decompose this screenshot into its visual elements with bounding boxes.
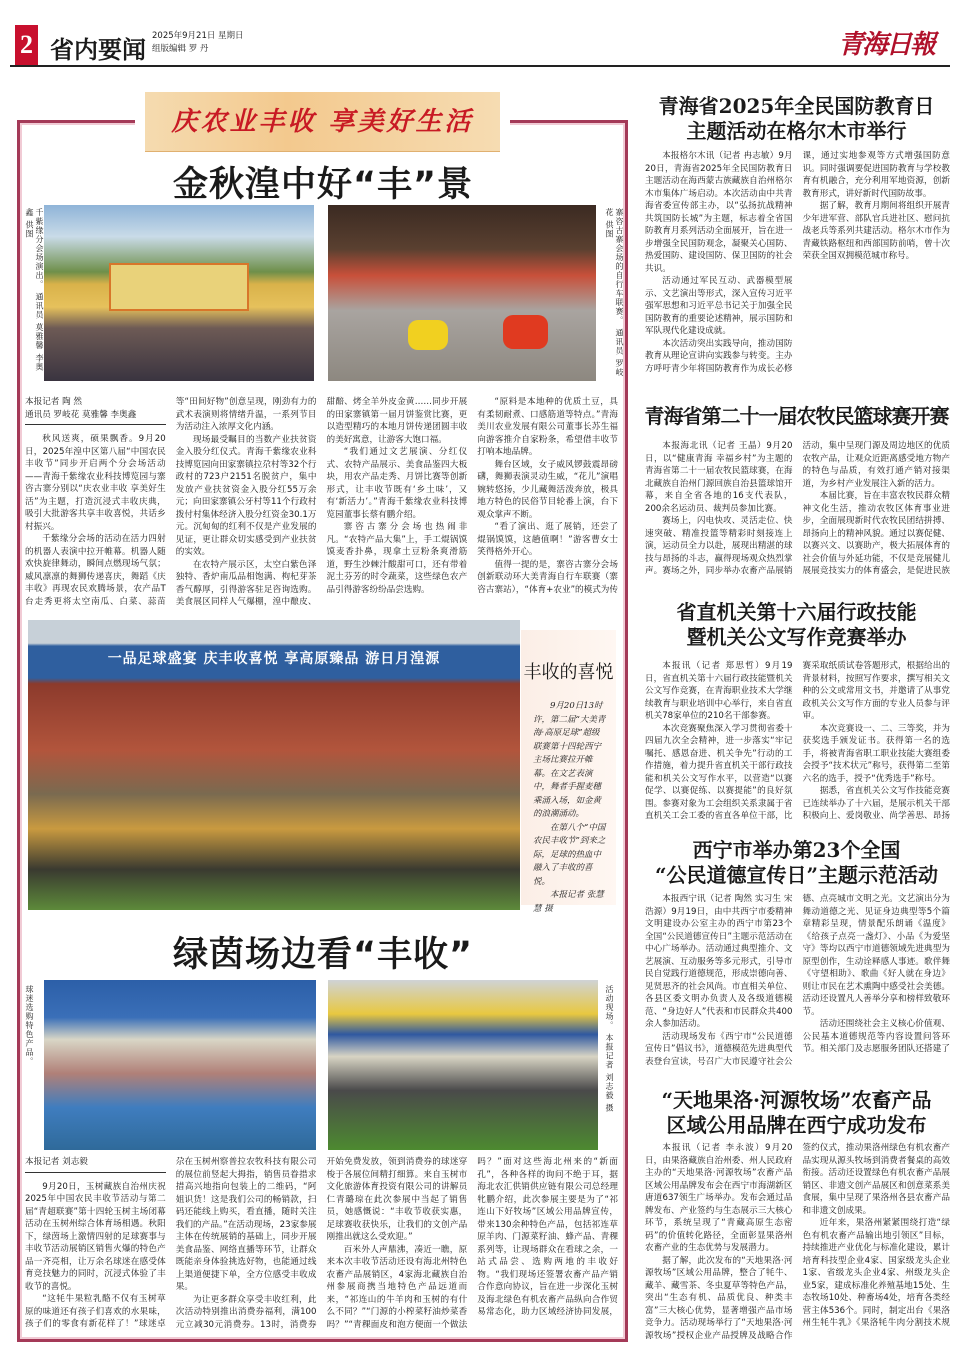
festival-booth-photo [328, 980, 598, 1150]
photo-caption: 千紫缘分会场演出。 通讯员 莫雅馨 李奥鑫 供图 [25, 208, 44, 372]
paragraph: 舞台区域，女子威风锣鼓震昂磅礴，舞狮表演灵动生威，“花儿”演唱婉转悠扬，少儿藏舞活泼奔放，极具地方特色的民俗节目轮番上演，台下观众掌声不断。 [477, 459, 618, 520]
sidebar-box [521, 630, 616, 914]
article-body [645, 440, 950, 588]
photo-caption: 寨咨古寨会场的自行车联赛。 通讯员 罗岐花 供图 [605, 208, 624, 378]
paragraph: “这牦牛果粒乳酪不仅有玉树草原的味道还有孩子们喜欢的水果味，孩子们的零食有新花样了！”球迷卓尕在玉树州察普拉农牧科技有限公司的展位前竖起大拇指，销售员眷措求措高兴地指向包装上的二维码，“阿姐识货！这是我们公司的畅销款，扫码还能线上购买，看直播，随时关注我们的产品。”在活动现场，23家参展主体在传统展销的基础上，同步开展美食品鉴、网络直播等环节，让群众既能亲身体验挑选好物，也能通过线上渠道便捷下单，全方位感受丰收成果。 [25, 1157, 317, 1329]
stage-performance-photo [44, 205, 314, 381]
top-article-body [25, 396, 618, 618]
paragraph: 本报格尔木讯（记者 冉志敏）9月20日，青海省2025年全民国防教育日主题活动在海西蒙古族藏族自治州格尔木市集体广场启动。本次活动由中共青海省委宣传部主办，以“弘扬抗战精神 共筑国防长城”为主题，标志着全省国防教育月系列活动全面展开，旨在进一步增强全民国防观念，凝聚关心国防、热爱国防、建设国防、保卫国防的社会共识。 [645, 151, 793, 274]
issue-date: 2025年9月21日 星期日 [152, 31, 244, 41]
paragraph: “我们通过文艺展演、分红仪式、农特产品展示、美食品鉴四大板块，用农产品走秀、月饼比赛等创新形式，让丰收节既有‘乡土味’，又有‘新活力’。”青海千紫缘农业科技博览园董事长蔡有鹏介绍。 [326, 447, 468, 520]
byline [25, 396, 166, 425]
paragraph: 为让更多群众享受丰收红利，此次活动特别推出消费券福利，满100元立减30元消费券。13时，消费券开始免费发放，领到消费券的球迷穿梭于各展位间精打细算。来自玉树市文化旅游体育投资有限公司的讲解员仁青璐琼在此次参展中当起了销售员，她感慨说：“丰收节收获实惠，足球赛收获快乐，让我们的文创产品刚推出就这么受欢迎。” [175, 1157, 468, 1330]
article-body [645, 893, 950, 1079]
paragraph: 本报西宁讯（记者 陶然 实习生 宋浩源）9月19日，由中共西宁市委精神文明建设办公室主办的西宁市第23个全国“公民道德宣传日”主题示范活动在中心广场举办。活动通过典型推介、文艺展演、互动服务等多元形式，引导市民自觉践行道德规范，形成崇德向善、见贤思齐的社会风尚。市直相关单位、各县区委文明办负责人及各级道德模范、“身边好人”代表和市民群众共400余人参加活动。 [645, 894, 793, 1029]
paragraph: 在农特产展示区，太空白紫色泽独特、香炉南瓜品相饱满、枸杞芽茶香气醇厚，引得游客驻足咨询选购。美食展区同样人气爆棚，湟中酿皮、甜醅、烤全羊外皮金黄……同步开展的田家寨镇第一届月饼鉴赏比赛，更以造型精巧的本地月饼传递团圆丰收的美好寓意，让游客大饱口福。 [175, 397, 468, 607]
paragraph: 据了解，教育月期间将组织开展青少年进军营、部队官兵进社区、慰问抗战老兵等系列共建活动。格尔木市作为青藏铁路枢纽和西部国防前哨，曾十次荣获全国双拥模范城市称号。 [802, 201, 950, 261]
paragraph: 本次活动突出实践导向，推动国防教育从理论宣讲向实践参与转变。主办方呼吁青少年将国防教育作为成长必修课，通过实地参观等方式增强国防意识。同时强调要促进国防教育与学校教育有机融合，充分利用军地资源，创新教育形式，讲好新时代国防故事。 [645, 151, 950, 374]
paragraph: 赛场上，闪电快攻、灵活走位、快速突破、精准投篮等精彩时刻接连上演，运动员全力以赴，展现出精湛的球技与昂扬的斗志，赢得现场观众热烈掌声。赛场之外，同步举办农畜产品展销活动，集中呈现门源及周边地区的优质农牧产品，让观众近距离感受地方物产的特色与品质，有效打通产销对接渠道，为乡村产业发展注入新的活力。 [645, 441, 950, 576]
byline-correspondents: 通讯员 罗岐花 莫雅馨 李奥鑫 [25, 409, 137, 420]
paragraph: 近年来，果洛州紧紧围绕打造“绿色有机农畜产品输出地引领区”目标，持续推进产业优化与标准化建设，累计培育科技型企业4家、国家级龙头企业1家、省级龙头企业4家、州级龙头企业5家，建成标准化养殖基地15处、生态牧场10处、种畜场4处，培育各类经营主体536个。同时，制定出台《果洛州生牦牛乳》《果洛牦牛肉分割技术规 [802, 1218, 950, 1328]
paragraph: “看了演出、逛了展销，还尝了焜锅馍馍，这趟值啊！”游客曹女士笑得格外开心。 [477, 522, 618, 557]
sidebar-body [521, 700, 616, 889]
banner-text: 庆农业丰收 享美好生活 [171, 107, 474, 137]
page-number: 2 [15, 25, 38, 65]
paragraph: 本次竞赛聚焦深入学习贯彻省委十四届九次全会精神，进一步落实“牢记嘱托、感恩奋进、机关争先”行动的工作措施，着力提升省直机关干部行政技能和机关公文写作水平，以营造“以赛促学、以赛促练、以赛提能”的良好氛围。参赛对象为工会组织关系隶属于省直机关工会工委的省直各单位干部，比赛采取纸质试卷答题形式，根据给出的背景材料，按照写作要求，撰写相关文种的公文或常用文书，并邀请了从事党政机关公文写作方面的专业人员参与评审。 [645, 661, 950, 821]
article-body [645, 1142, 950, 1342]
header-rule [10, 65, 950, 67]
paragraph: 9月20日，玉树藏族自治州庆祝2025年中国农民丰收节活动与第二届“青超联赛”第十四轮玉树主场闭幕活动在玉树州综合体育场相遇。秋阳下，绿茵场上激情四射的足球赛事与丰收节活动展销区销售火爆的特色产品一齐亮相，让万余名球迷在感受体育竞技魅力的同时，沉浸式体验了丰收节的喜悦。 [25, 1181, 166, 1292]
top-article-title: 金秋湟中好“丰”景 [172, 165, 473, 205]
paragraph: 活动还围绕社会主义核心价值观、公民基本道德规范等内容设置问答环节。相关部门及志愿服务团队还搭建了 [802, 1019, 950, 1054]
red-lion [503, 315, 548, 349]
issue-meta [152, 30, 244, 56]
bottom-article-body [25, 1156, 618, 1336]
lion-dance-photo [328, 205, 596, 381]
article-title: 西宁市举办第23个全国 “公民道德宣传日”主题示范活动 [654, 838, 938, 887]
paragraph: 现场最受瞩目的当数产业扶贫资金入股分红仪式。青海千紫缘农业科技博览园向田家寨镇拉尕村等32个行政村的723户2151名脱贫户，集中发放产业扶贫资金入股分红55万余元；向田家寨镇公牙村等11个行政村拨付村集体经济入股分红资金30.1万元。沉甸甸的红利不仅是产业发展的见证，更让群众切实感受到产业扶贫的实效。 [175, 434, 317, 557]
photo-caption: 活动现场。 本报记者 刘志毅 摄 [605, 985, 614, 1113]
stadium-banner-text: 一品足球盛宴 庆丰收喜悦 享高原臻品 游日月湟源 [107, 651, 441, 667]
paragraph: 百米外人声鼎沸，凑近一瞧，原来本次丰收节活动还设有海北州特色农畜产品展销区，4家海北藏族自治州参展商携当地特色产品远道而来，“祁连山的牛羊肉和玉树的有什么不同？”“门源的小榨菜籽油炒菜香吗？”“青稞面皮和泡方便面一个做法吗？”面对这些海北州来的“新面孔”，各种各样的询问不绝于耳，据海北农汇供销供应链有限公司总经理牝鹏介绍，此次参展主要是为了“祁连山下好牧场”区域公用品牌宣传，带来130余种特色产品，包括祁连草原羊肉、门源菜籽油、蜂产品、青稞系列等，让现场群众在看球之余，一站式品尝、选购两地的丰收好物。“我们现场还签署农畜产品产销合作意向协议，旨在进一步深化玉树及海北绿色有机农畜产品纵向合作贸易常态化，助力区域经济协同发展， [326, 1157, 618, 1330]
article-title: 青海省2025年全民国防教育日 主题活动在格尔木市举行 [658, 94, 935, 143]
sidebar-title: 丰收的喜悦 [523, 662, 614, 683]
paragraph: 本届比赛，旨在丰富农牧民群众精神文化生活，推动农牧区体育事业进步，全面展现新时代农牧民团结拼搏、昂扬向上的精神风貌。通过以赛促健、以赛兴文、以赛助产，极大拓展体育的社会价值与外延功能，不仅是竞展健儿展展竞技实力的体育盛会，是促进民族 [802, 491, 950, 576]
paragraph: 本次竞赛设一、二、三等奖，并为获奖选手颁发证书。获得第一名的选手，将被青海省职工职业技能大赛组委会授予“技术状元”称号，获得第二至第六名的选手，授予“优秀选手”称号。 [802, 723, 950, 784]
paragraph: 9月20日13时许，第二届“大美青海·高原足球”超级联赛第十四轮西宁主场比赛拉开帷幕。在文艺表演中，舞者手握麦穗乘涌入场，如金黄的浪潮涌动。 [533, 701, 606, 819]
paragraph: 本报讯（记者 郑思哲）9月19日，省直机关第十六届行政技能暨机关公文写作竞赛，在青海职业技术大学继续教育与职业培训中心举行，来自省直机关78家单位的210名干部参赛。 [645, 661, 793, 721]
yellow-lion [408, 320, 448, 350]
product-stall-photo [44, 980, 316, 1150]
paragraph: 本报海北讯（记者 王晶）9月20日，以“健康青海 幸福乡村”为主题的青海省第二十一届农牧民篮球赛，在海北藏族自治州门源回族自治县篮球馆开幕，来自全省各地的16支代表队，200余名运动员、裁判员参加比赛。 [645, 441, 793, 514]
article-body [645, 150, 950, 386]
paragraph: 在第八个“中国农民丰收节”到来之际，足球的热血中融入了丰收的喜悦。 [533, 822, 606, 887]
bottom-article-title: 绿茵场边看“丰收” [172, 935, 473, 975]
paragraph: 活动通过军民互动、武器模型展示、文艺演出等形式，深入宣传习近平强军思想和习近平总书记关于加强全民国防教育的重要论述精神，展示国防和军队现代化建设成就。 [645, 276, 793, 336]
feature-banner [145, 92, 500, 152]
paragraph: 据了解，此次发布的“天地果洛·河源牧场”区域公用品牌，整合了牦牛、藏羊、藏雪茶、冬虫夏草等特色产品，突出“生态有机、品质优良、种类丰富”三大核心优势，显著增强产品市场竞争力。活动现场举行了“天地果洛·河源牧场”授权企业产品授牌及战略合作签约仪式，推动果洛州绿色有机农畜产品实现从源头牧场到消费者餐桌的高效衔接。活动还设置绿色有机农畜产品展销区、非遗文创产品展区和创意菜系美食展，集中呈现了果洛州各县农畜产品和非遗文创成果。 [645, 1143, 950, 1341]
paragraph: 本报讯（记者 李永波）9月20日，由果洛藏族自治州委、州人民政府主办的“天地果洛·河源牧场”农畜产品区域公用品牌发布会在西宁市海湖新区唐道637领生广场举办。发布会通过品牌发布、产业签约与生态展示三大核心环节，系统呈现了“青藏高原生态密码”的价值转化路径，全面彰显果洛州农畜产业的生态优势与发展潜力。 [645, 1143, 793, 1253]
paragraph: 寨咨古寨分会场也热闹非凡。“农特产品大集”上，手工焜锅馍馍麦香扑鼻，现拿土豆粉条爽滑筋道，野生沙棘汁酸甜可口，还有带着泥土芬芳的时令蔬菜，这些绿色农产品引得游客纷纷品尝选购。 [326, 522, 468, 595]
paragraph: 活动现场发布《西宁市“公民道德宣传日”倡议书》，道德模范先进典型代表登台宣读，号召广大市民遵守社会公德、点亮城市文明之光。文艺演出分为舞动道德之光、见证身边典型等5个篇章精彩呈现，情景配乐朗诵《温度》《给孩子点亮一盏灯》、小品《为爱坚守》等均以西宁市道德领域先进典型为原型创作，生动诠释感人事迹。歌伴舞《守望相助》、歌曲《好人就在身边》则让市民在艺术熏陶中感受社会美德。活动还设置凡人善举分享和榜样致敬环节。 [645, 894, 950, 1067]
editor-credit: 组版编辑 罗 丹 [152, 44, 209, 54]
paragraph: 秋风送爽，硕果飘香。9月20日，2025年湟中区第八届“中国农民丰收节”同步开启两个分会场活动——青海千紫缘农业科技博览园与寨咨古寨分别以“庆农业丰收 享美好生活”为主题，打造沉浸式丰收庆典，吸引大批游客共享丰收喜悦，共话乡村振兴。 [25, 434, 166, 532]
paragraph: “原料是本地种的优质土豆，具有柔韧耐煮、口感筋道等特点。”青海美川农业发展有限公司董事长苏生福向游客推介自家粉条，希望借丰收节打响本地品牌。 [477, 397, 618, 457]
newspaper-logo: 青海日報 [838, 30, 935, 60]
byline-reporter: 本报记者 陶 然 [25, 397, 83, 407]
byline: 本报记者 刘志毅 [25, 1156, 166, 1173]
sidebar-credit: 本报记者 张慧慧 摄 [533, 890, 604, 914]
article-title: “天地果洛·河源牧场”农畜产品 区域公用品牌在西宁成功发布 [661, 1088, 932, 1137]
paragraph: 据悉，省直机关公文写作技能竞赛已连续举办了十六届，是展示机关干部积极向上、爱岗敬业、尚学善思、昂扬 [802, 786, 950, 821]
paragraph: 千紫缘分会场的活动在活力四射的机器人表演中拉开帷幕。机器人随欢快旋律舞动，瞬间点燃现场气氛；威风凛凛的舞狮传递喜庆，舞蹈《庆丰收》再现农民欢腾场景，农产品T台走秀更将太空南瓜、白菜、蒜苗等“田间好物”创意呈现，刚劲有力的武术表演则将情绪升温，一系列节目为活动注入浓厚文化内涵。 [25, 397, 317, 607]
article-body [645, 660, 950, 834]
football-opening-photo [28, 620, 520, 910]
article-title: 省直机关第十六届行政技能 暨机关公文写作竞赛举办 [676, 600, 917, 649]
photo-caption: 球迷选购特色产品。 [25, 985, 34, 1066]
section-title: 省内要闻 [50, 36, 146, 64]
stage-backdrop [109, 263, 249, 311]
article-title: 青海省第二十一届农牧民篮球赛开赛 [644, 404, 949, 428]
paragraph: 值得一提的是，寨咨古寨分会场创新联动环大美青海自行车联赛（寨咨古寨站），“体育+农业”的模式为传 [477, 559, 618, 595]
